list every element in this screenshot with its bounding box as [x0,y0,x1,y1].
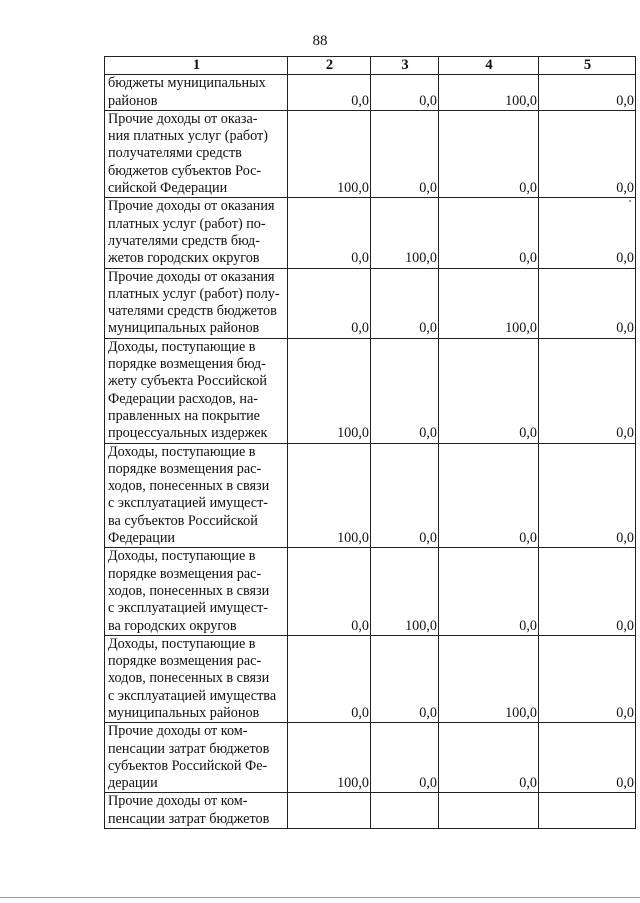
percentage-cell-col-4: 0,0 [439,443,539,548]
percentage-cell-col-3: 0,0 [371,110,439,197]
table-row [105,548,636,635]
percentage-cell-col-2 [288,793,371,829]
percentage-cell-col-5: 0,0 [539,723,636,793]
percentage-cell-col-2: 100,0 [288,338,371,443]
income-type-line: с эксплуатацией имущества [108,687,277,704]
income-type-line: с эксплуатацией имущест- [108,495,269,512]
percentage-cell-col-3: 0,0 [371,75,439,111]
table-row [105,198,636,268]
percentage-cell-col-2: 0,0 [288,75,371,111]
percentage-cell-col-5: 0,0 [539,443,636,548]
income-type-cell [105,198,288,268]
income-type-line: получателями средств [108,145,242,162]
percentage-cell-col-3: 0,0 [371,723,439,793]
income-type-line: пенсации затрат бюджетов [108,740,270,757]
percentage-cell-col-2: 0,0 [288,198,371,268]
income-type-line: чателями средств бюджетов [108,303,277,320]
income-type-cell [105,635,288,722]
income-type-line: Доходы, поступающие в [108,548,256,565]
page-number: 88 [312,33,328,49]
income-type-cell [105,443,288,548]
column-header-3: 3 [371,57,439,75]
table-body [105,75,636,829]
income-type-line: субъектов Российской Фе- [108,757,268,774]
income-type-line: дерации [108,775,158,792]
income-type-cell [105,110,288,197]
income-type-line: платных услуг (работ) полу- [108,285,280,302]
table-row [105,338,636,443]
percentage-cell-col-2: 0,0 [288,548,371,635]
table-row [105,268,636,338]
income-type-line: муниципальных районов [108,320,260,337]
percentage-cell-col-4 [439,793,539,829]
income-type-line: Федерации [108,530,176,547]
percentage-cell-col-4: 100,0 [439,635,539,722]
table-row [105,793,636,829]
income-type-line: правленных на покрытие [108,407,260,424]
percentage-cell-col-5: 0,0 [539,268,636,338]
income-type-line: ва городских округов [108,617,237,634]
percentage-cell-col-4: 0,0 [439,548,539,635]
percentage-cell-col-2: 100,0 [288,723,371,793]
income-type-line: Прочие доходы от оказа- [108,110,258,127]
income-type-line: Доходы, поступающие в [108,635,256,652]
income-type-line: пенсации затрат бюджетов [108,810,270,827]
income-type-line: Прочие доходы от оказания [108,268,275,285]
income-type-line: муниципальных районов [108,704,260,721]
income-type-line: Доходы, поступающие в [108,338,256,355]
income-type-cell [105,268,288,338]
income-type-cell [105,548,288,635]
percentage-cell-col-5: 0,0 [539,548,636,635]
income-type-line: бюджеты муниципальных [108,75,266,92]
income-type-line: ходов, понесенных в связи [108,478,270,495]
percentage-cell-col-5 [539,793,636,829]
income-type-cell [105,75,288,111]
table-row [105,443,636,548]
income-type-cell [105,338,288,443]
income-type-line: жетов городских округов [108,250,260,267]
column-header-2: 2 [288,57,371,75]
percentage-cell-col-4: 100,0 [439,75,539,111]
income-type-cell [105,793,288,829]
percentage-cell-col-5: 0,0 [539,635,636,722]
percentage-cell-col-3 [371,793,439,829]
percentage-cell-col-3: 0,0 [371,268,439,338]
percentage-cell-col-4: 0,0 [439,198,539,268]
income-type-line: процессуальных издержек [108,425,268,442]
income-type-line: лучателями средств бюд- [108,232,260,249]
percentage-cell-col-3: 100,0 [371,548,439,635]
percentage-cell-col-4: 0,0 [439,338,539,443]
percentage-cell-col-4: 0,0 [439,110,539,197]
income-type-line: порядке возмещения бюд- [108,356,266,373]
income-type-line: порядке возмещения рас- [108,653,262,670]
income-type-line: Федерации расходов, на- [108,390,259,407]
percentage-cell-col-2: 0,0 [288,635,371,722]
budget-distribution-table [104,56,636,829]
percentage-cell-col-5: 0,0 [539,75,636,111]
table-row [105,75,636,111]
page-bottom-edge [0,897,640,898]
percentage-cell-col-3: 0,0 [371,338,439,443]
income-type-line: с эксплуатацией имущест- [108,600,269,617]
table-row [105,110,636,197]
percentage-cell-col-2: 0,0 [288,268,371,338]
income-type-line: сийской Федерации [108,180,228,197]
column-header-4: 4 [439,57,539,75]
income-type-line: ходов, понесенных в связи [108,670,270,687]
table-row [105,635,636,722]
percentage-cell-col-3: 0,0 [371,443,439,548]
income-type-line: ходов, понесенных в связи [108,582,270,599]
percentage-cell-col-4: 100,0 [439,268,539,338]
income-type-line: бюджетов субъектов Рос- [108,162,262,179]
income-type-line: ва субъектов Российской [108,512,258,529]
income-type-line: Доходы, поступающие в [108,443,256,460]
column-header-5: 5 [539,57,636,75]
income-type-line: платных услуг (работ) по- [108,215,266,232]
income-type-line: Прочие доходы от ком- [108,723,248,740]
percentage-cell-col-4: 0,0 [439,723,539,793]
table-header-row [105,57,636,75]
percentage-cell-col-5: 0,0 [539,198,636,268]
column-header-1: 1 [105,57,288,75]
percentage-cell-col-5: 0,0 [539,110,636,197]
percentage-cell-col-3: 100,0 [371,198,439,268]
percentage-cell-col-2: 100,0 [288,443,371,548]
income-type-line: жету субъекта Российской [108,373,267,390]
income-type-line: порядке возмещения рас- [108,565,262,582]
percentage-cell-col-3: 0,0 [371,635,439,722]
income-type-cell [105,723,288,793]
income-type-line: районов [108,92,158,109]
scan-speck [629,200,631,202]
income-type-line: Прочие доходы от оказания [108,198,275,215]
table-row [105,723,636,793]
income-type-line: Прочие доходы от ком- [108,793,248,810]
percentage-cell-col-2: 100,0 [288,110,371,197]
income-type-line: порядке возмещения рас- [108,460,262,477]
percentage-cell-col-5: 0,0 [539,338,636,443]
income-type-line: ния платных услуг (работ) [108,128,268,145]
